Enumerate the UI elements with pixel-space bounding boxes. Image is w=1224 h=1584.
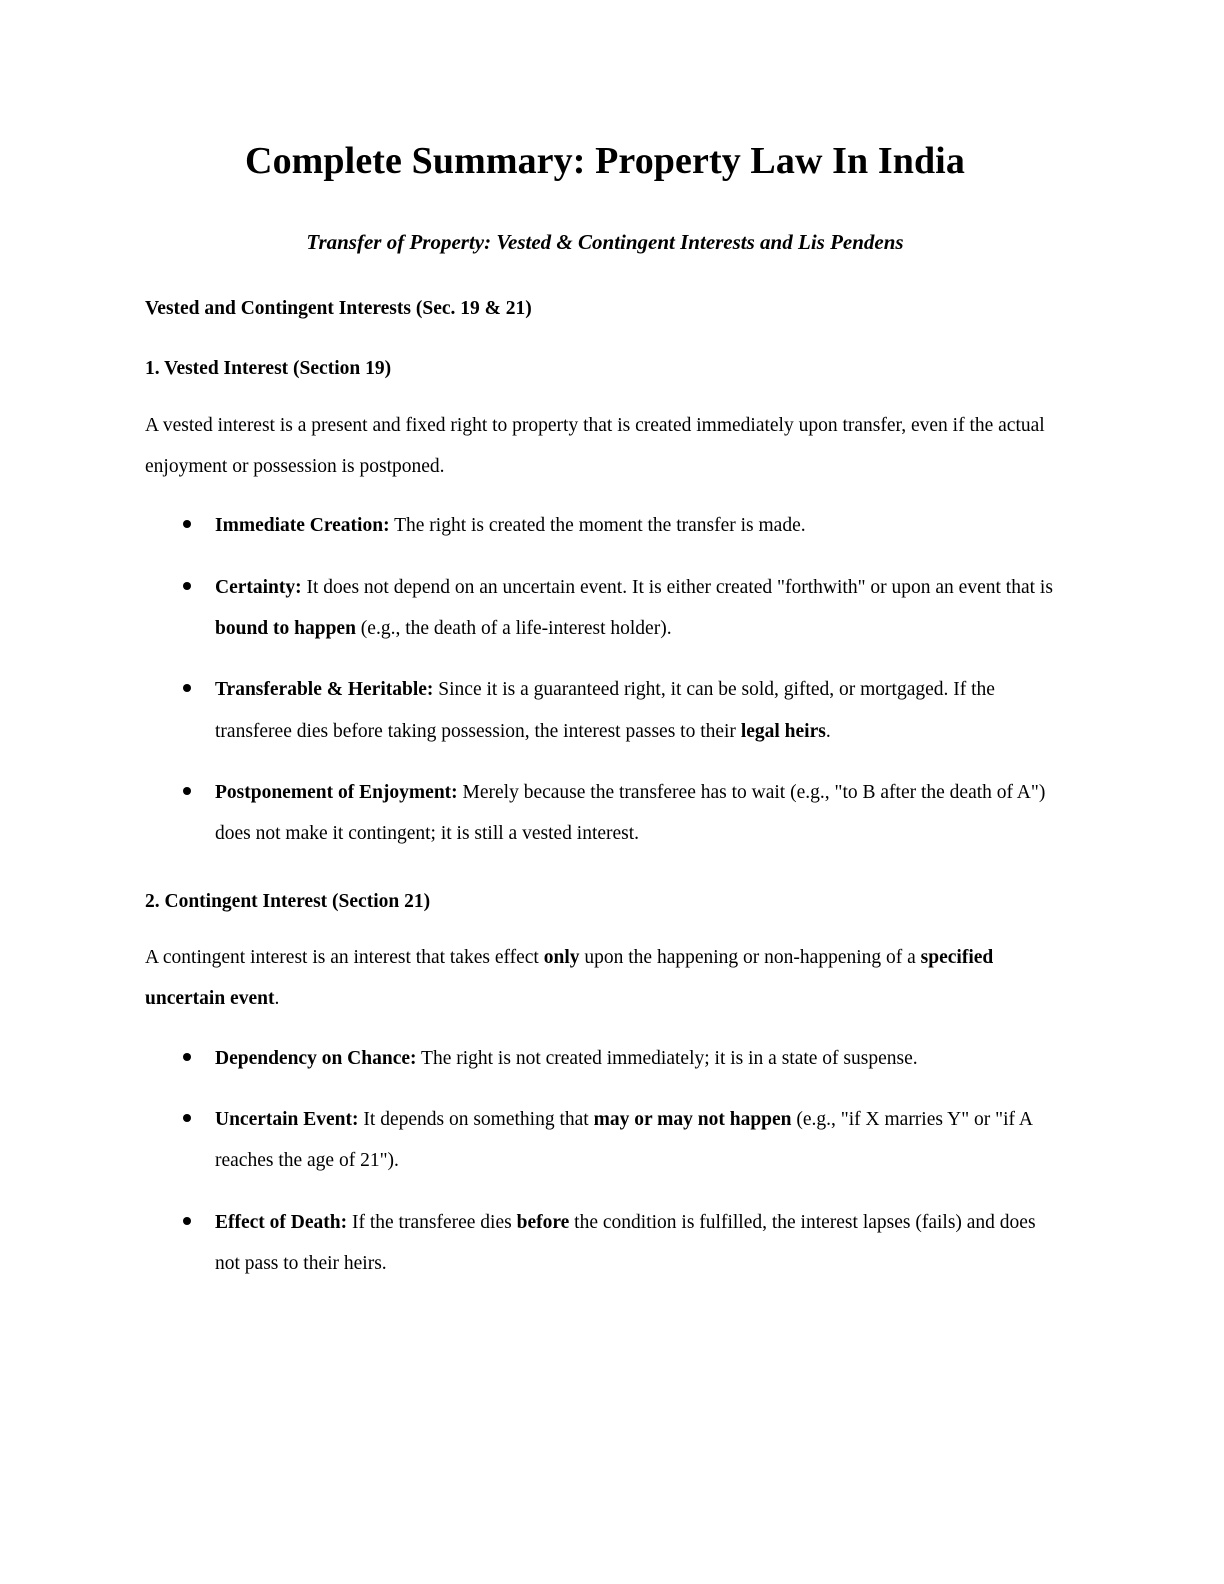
section-paragraph-contingent-interest [145,915,1065,1020]
section-heading-vested-interest: 1. Vested Interest (Section 19) [145,358,392,380]
bullet-dot-icon [183,1114,191,1122]
bullet-dot-icon [183,520,191,528]
list-item-body: If the transferee dies [347,1211,517,1233]
paragraph-emphasis-2: specified uncertain event [145,947,994,1010]
bullet-dot-icon [183,582,191,590]
list-item-lead: Effect of Death: [215,1211,348,1233]
list-item-lead: Immediate Creation: [215,515,390,537]
list-item [145,567,1065,650]
paragraph-emphasis-1: only [543,947,580,969]
list-item-emphasis: before [516,1211,570,1233]
main-section-heading: Vested and Contingent Interests (Sec. 19 & 21) [145,298,532,320]
bullet-dot-icon [183,1053,191,1061]
list-item-body-cont: . [825,720,831,742]
list-item-lead: Transferable & Heritable: [215,679,434,701]
list-item-body: Since it is a guaranteed right, it can be sold, gifted, or mortgaged. If the transferee dies before taking possession, the interest passes to their [215,679,995,742]
list-item-body-cont: (e.g., "if X marries Y" or "if A reaches the age of 21"). [215,1109,1032,1172]
list-item-emphasis: may or may not happen [593,1109,792,1130]
list-item-body-cont: (e.g., the death of a life-interest holder). [355,618,672,640]
list-item [145,1099,1065,1182]
list-item-body: The right is not created immediately; it is in a state of suspense. [416,1047,918,1069]
document-content [145,0,1065,1284]
bullet-list-vested-interest [145,487,1065,854]
list-item [145,669,1065,752]
list-item [145,1202,1065,1285]
paragraph-part-1: A contingent interest is an interest that takes effect [145,947,544,969]
list-item-lead: Dependency on Chance: [215,1047,417,1069]
section-paragraph-vested-interest: A vested interest is a present and fixed right to property that is created immediately upon transfer, even if the actual enjoyment or possession is postponed. [145,414,1045,478]
list-item [145,772,1065,855]
list-item-emphasis: bound to happen [215,618,356,640]
list-item-body-cont: the condition is fulfilled, the interest lapses (fails) and does not pass to their heirs. [215,1211,1036,1274]
list-item-body: Merely because the transferee has to wait (e.g., "to B after the death of A") does not make it contingent; it is still a vested interest. [215,782,1046,845]
paragraph-part-3: . [274,988,280,1010]
page-subtitle: Transfer of Property: Vested & Contingent Interests and Lis Pendens [306,229,904,254]
list-item [145,1038,1065,1079]
bullet-list-contingent-interest [145,1020,1065,1285]
list-item-lead: Uncertain Event: [215,1109,359,1130]
list-item-lead: Postponement of Enjoyment: [215,782,458,804]
list-item-body: It depends on something that [358,1109,594,1130]
list-item-lead: Certainty: [215,576,302,598]
page-title: Complete Summary: Property Law In India [245,140,965,182]
list-item-body: It does not depend on an uncertain event. It is either created "forthwith" or upon an event that is [301,576,1053,598]
bullet-dot-icon [183,1217,191,1225]
list-item [145,505,1065,546]
list-item-emphasis: legal heirs [740,720,826,742]
section-heading-contingent-interest: 2. Contingent Interest (Section 21) [145,890,431,912]
list-item-body: The right is created the moment the transfer is made. [389,515,806,537]
bullet-dot-icon [183,684,191,692]
paragraph-part-2: upon the happening or non-happening of a [579,947,921,969]
bullet-dot-icon [183,787,191,795]
